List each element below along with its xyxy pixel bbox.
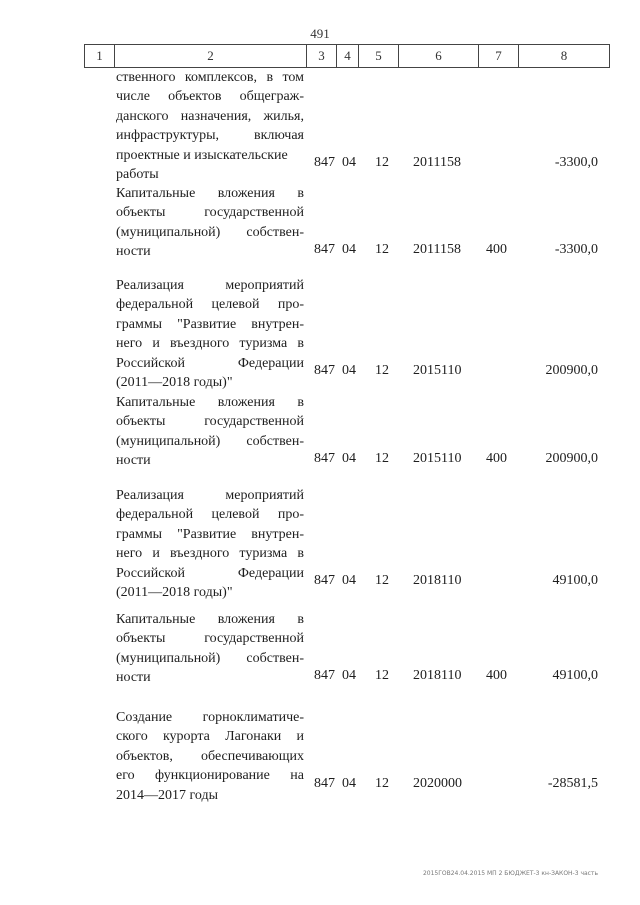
- cell-section-code: 04: [342, 776, 356, 791]
- cell-subsection-code: 12: [375, 363, 389, 378]
- document-footer: 2015ГОВ24.04.2015 МП 2 БЮДЖЕТ-3 кн-ЗАКОН-3 часть: [422, 870, 598, 877]
- cell-ministry-code: 847: [314, 155, 335, 170]
- cell-target-code: 2015110: [413, 451, 462, 466]
- desc-line: граммы "Развитие внутрен-: [116, 526, 304, 542]
- header-col-3: 3: [306, 45, 336, 67]
- desc-line: Реализация мероприятий: [116, 488, 304, 503]
- cell-amount: -3300,0: [554, 155, 598, 170]
- cell-subsection-code: 12: [375, 451, 389, 466]
- desc-line: 2014—2017 годы: [116, 787, 219, 803]
- desc-line: работы: [116, 167, 159, 183]
- desc-line: его функционирование на: [116, 768, 304, 784]
- desc-line: ности: [116, 670, 151, 686]
- cell-target-code: 2018110: [413, 573, 462, 588]
- desc-line: Капитальные вложения в: [116, 395, 304, 410]
- cell-amount: 200900,0: [545, 451, 598, 466]
- desc-line: Реализация мероприятий: [116, 278, 304, 293]
- cell-ministry-code: 847: [314, 668, 335, 683]
- header-col-8: 8: [518, 45, 610, 67]
- desc-line: Создание горноклиматиче-: [116, 710, 304, 725]
- header-col-7: 7: [478, 45, 518, 67]
- cell-expense-type: 400: [486, 242, 507, 257]
- header-col-4: 4: [336, 45, 358, 67]
- desc-line: (муниципальной) собствен-: [116, 650, 304, 666]
- row-description: [116, 276, 304, 392]
- cell-subsection-code: 12: [375, 242, 389, 257]
- cell-expense-type: 400: [486, 668, 507, 683]
- desc-line: ственного комплексов, в том: [116, 70, 304, 85]
- cell-subsection-code: 12: [375, 573, 389, 588]
- cell-target-code: 2011158: [413, 155, 461, 170]
- cell-amount: 200900,0: [545, 363, 598, 378]
- row-description: [116, 486, 304, 602]
- desc-line: Капитальные вложения в: [116, 612, 304, 627]
- cell-ministry-code: 847: [314, 363, 335, 378]
- desc-line: ности: [116, 244, 151, 260]
- cell-subsection-code: 12: [375, 776, 389, 791]
- desc-line: Российской Федерации: [116, 355, 304, 371]
- row-description: [116, 708, 304, 805]
- cell-ministry-code: 847: [314, 776, 335, 791]
- cell-target-code: 2018110: [413, 668, 462, 683]
- desc-line: федеральной целевой про-: [116, 507, 304, 523]
- row-description: [116, 68, 304, 184]
- desc-line: инфраструктуры, включая: [116, 128, 304, 144]
- desc-line: Капитальные вложения в: [116, 186, 304, 201]
- cell-amount: -3300,0: [554, 242, 598, 257]
- cell-subsection-code: 12: [375, 155, 389, 170]
- desc-line: него и въездного туризма в: [116, 336, 304, 352]
- table-header: [84, 44, 610, 68]
- desc-line: ского курорта Лагонаки и: [116, 729, 304, 745]
- desc-line: ности: [116, 453, 151, 469]
- cell-amount: 49100,0: [552, 668, 598, 683]
- cell-target-code: 2015110: [413, 363, 462, 378]
- desc-line: данского назначения, жилья,: [116, 108, 304, 124]
- desc-line: числе объектов общеграж-: [116, 89, 304, 105]
- cell-section-code: 04: [342, 242, 356, 257]
- cell-target-code: 2011158: [413, 242, 461, 257]
- desc-line: объекты государственной: [116, 631, 304, 647]
- desc-line: (муниципальной) собствен-: [116, 433, 304, 449]
- row-description: [116, 610, 304, 688]
- row-description: [116, 393, 304, 471]
- cell-subsection-code: 12: [375, 668, 389, 683]
- header-col-2: 2: [114, 45, 306, 67]
- header-col-6: 6: [398, 45, 478, 67]
- row-description: [116, 184, 304, 262]
- cell-section-code: 04: [342, 451, 356, 466]
- desc-line: федеральной целевой про-: [116, 297, 304, 313]
- header-col-1: 1: [84, 45, 114, 67]
- cell-expense-type: 400: [486, 451, 507, 466]
- cell-section-code: 04: [342, 573, 356, 588]
- cell-amount: 49100,0: [552, 573, 598, 588]
- cell-section-code: 04: [342, 668, 356, 683]
- cell-section-code: 04: [342, 155, 356, 170]
- cell-amount: -28581,5: [547, 776, 598, 791]
- desc-line: проектные и изыскательские: [116, 147, 288, 163]
- desc-line: граммы "Развитие внутрен-: [116, 316, 304, 332]
- desc-line: Российской Федерации: [116, 565, 304, 581]
- cell-section-code: 04: [342, 363, 356, 378]
- desc-line: (2011—2018 годы)": [116, 585, 233, 601]
- desc-line: объекты государственной: [116, 414, 304, 430]
- cell-ministry-code: 847: [314, 451, 335, 466]
- desc-line: (муниципальной) собствен-: [116, 224, 304, 240]
- desc-line: него и въездного туризма в: [116, 546, 304, 562]
- header-col-5: 5: [358, 45, 398, 67]
- desc-line: объекты государственной: [116, 205, 304, 221]
- cell-ministry-code: 847: [314, 573, 335, 588]
- desc-line: объектов, обеспечивающих: [116, 748, 304, 764]
- desc-line: (2011—2018 годы)": [116, 375, 233, 391]
- cell-target-code: 2020000: [413, 776, 462, 791]
- cell-ministry-code: 847: [314, 242, 335, 257]
- page-number: 491: [310, 26, 330, 41]
